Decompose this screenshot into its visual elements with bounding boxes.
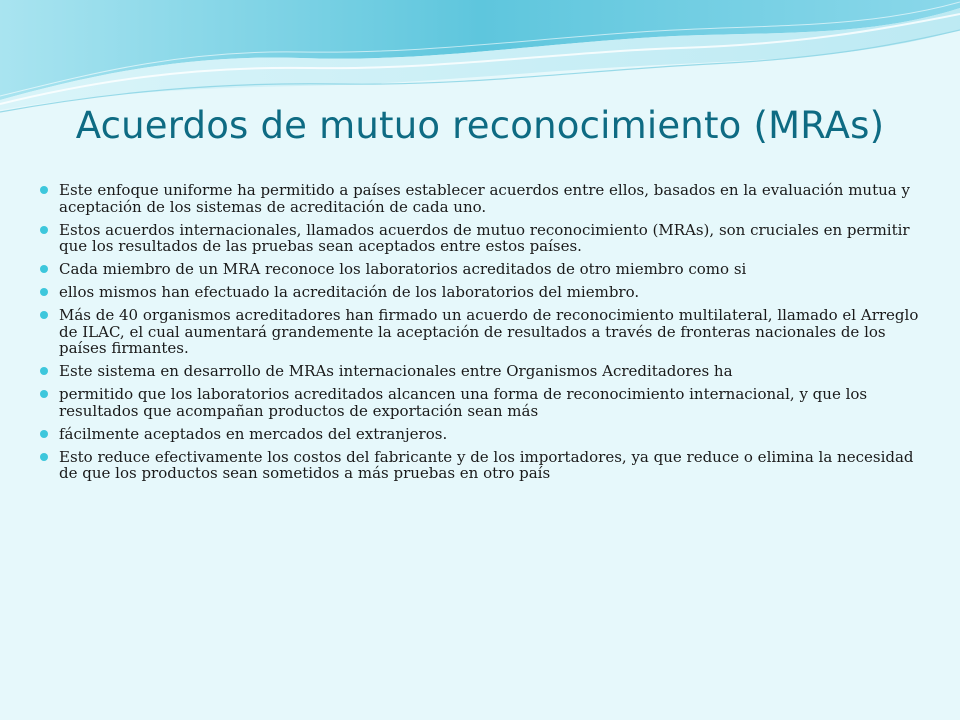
bullet-text: Más de 40 organismos acreditadores han firmado un acuerdo de reconocimiento multilateral, llamado el Arreglo de ILAC, el cual aumentará grandemente la aceptación de resultados a través de fronteras nacionales de los países firmantes.: [59, 306, 919, 357]
bullet-dot-icon: [40, 367, 48, 375]
bullet-text: permitido que los laboratorios acreditados alcancen una forma de reconocimiento internacional, y que los resultados que acompañan productos de exportación sean más: [59, 385, 868, 420]
bullet-dot-icon: [40, 430, 48, 438]
bullet-text: ellos mismos han efectuado la acreditación de los laboratorios del miembro.: [59, 283, 640, 301]
bullet-dot-icon: [40, 226, 48, 234]
bullet-list: [40, 182, 920, 488]
bullet-text: fácilmente aceptados en mercados del extranjeros.: [59, 424, 448, 443]
bullet-text: Este enfoque uniforme ha permitido a países establecer acuerdos entre ellos, basados en la evaluación mutua y aceptación de los sistemas de acreditación de cada uno.: [59, 181, 910, 216]
bullet-text: Cada miembro de un MRA reconoce los laboratorios acreditados de otro miembro como si: [59, 260, 747, 278]
bullet-item: [40, 261, 920, 278]
bullet-item: [40, 386, 920, 419]
bullet-dot-icon: [40, 453, 48, 461]
bullet-item: [40, 426, 920, 443]
slide-title: Acuerdos de mutuo reconocimiento (MRAs): [75, 104, 885, 147]
bullet-dot-icon: [40, 186, 48, 194]
bullet-item: [40, 222, 920, 255]
bullet-text: Estos acuerdos internacionales, llamados acuerdos de mutuo reconocimiento (MRAs), son cruciales en permitir que los resultados de las pruebas sean aceptados entre estos países.: [59, 220, 910, 255]
bullet-item: [40, 182, 920, 215]
bullet-dot-icon: [40, 311, 48, 319]
bullet-text: Este sistema en desarrollo de MRAs internacionales entre Organismos Acreditadores ha: [59, 362, 733, 380]
bullet-text: Esto reduce efectivamente los costos del fabricante y de los importadores, ya que reduce o elimina la necesidad de que los productos sean sometidos a más pruebas en otro país: [59, 447, 914, 482]
bullet-item: [40, 284, 920, 301]
bullet-dot-icon: [40, 390, 48, 398]
bullet-item: [40, 363, 920, 380]
bullet-item: [40, 307, 920, 357]
bullet-dot-icon: [40, 265, 48, 273]
bullet-dot-icon: [40, 288, 48, 296]
bullet-item: [40, 449, 920, 482]
